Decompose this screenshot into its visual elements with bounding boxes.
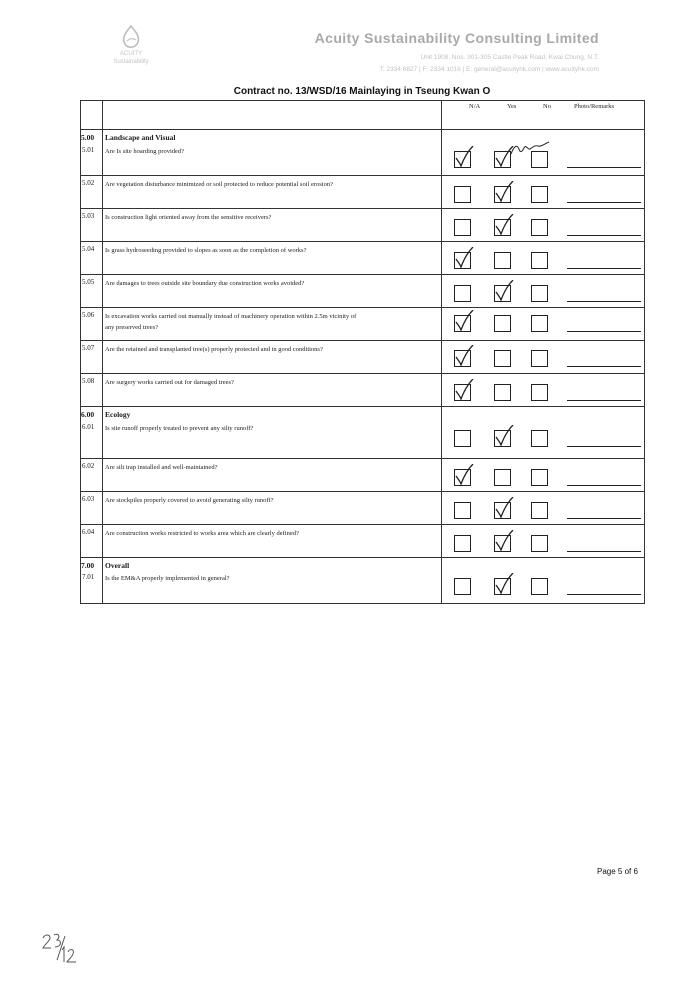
col-header-na: N/A <box>469 103 481 110</box>
checkbox-yes[interactable] <box>494 502 511 519</box>
checkbox-na[interactable] <box>454 535 471 552</box>
remarks-line[interactable] <box>567 485 641 486</box>
col-header-no: No <box>543 103 551 110</box>
item-number: 6.02 <box>81 459 103 492</box>
item-number: 5.08 <box>81 374 103 407</box>
item-answer-cell <box>442 570 645 603</box>
checklist-item-row <box>81 275 645 308</box>
item-question: Is site runoff properly treated to prevent any silty runoff? <box>105 424 254 432</box>
checkbox-no[interactable] <box>531 219 548 236</box>
item-answer-cell <box>442 275 645 308</box>
item-question-cell <box>103 176 442 209</box>
item-number: 5.02 <box>81 176 103 209</box>
checklist-item-row <box>81 374 645 407</box>
checklist-item-row <box>81 459 645 492</box>
checkbox-na[interactable] <box>454 151 471 168</box>
remarks-line[interactable] <box>567 594 641 595</box>
section-number: 7.00 <box>81 558 103 571</box>
item-question: Is construction light oriented away from the sensitive receivers? <box>105 214 272 221</box>
company-logo <box>100 24 162 76</box>
section-answer-spacer <box>442 130 645 143</box>
item-answer-cell <box>442 143 645 176</box>
remarks-line[interactable] <box>567 551 641 552</box>
logo-text-2: Sustainability <box>113 59 149 65</box>
item-answer-cell <box>442 341 645 374</box>
section-answer-spacer <box>442 558 645 571</box>
checkbox-no[interactable] <box>531 469 548 486</box>
col-header-yes: Yes <box>507 103 517 110</box>
remarks-line[interactable] <box>567 366 641 367</box>
checkbox-yes[interactable] <box>494 219 511 236</box>
remarks-line[interactable] <box>567 446 641 447</box>
item-question-cell <box>103 570 442 603</box>
checkbox-yes[interactable] <box>494 535 511 552</box>
item-question-cell <box>103 209 442 242</box>
checkbox-no[interactable] <box>531 350 548 367</box>
checkbox-yes[interactable] <box>494 350 511 367</box>
checkbox-no[interactable] <box>531 285 548 302</box>
item-question: Is the EM&A properly implemented in general? <box>105 575 230 582</box>
section-number: 6.00 <box>81 407 103 420</box>
checklist-item-row <box>81 492 645 525</box>
logo-text-1: ACUITY <box>119 51 142 57</box>
remarks-line[interactable] <box>567 400 641 401</box>
header-no-cell <box>81 101 103 130</box>
checkbox-no[interactable] <box>531 535 548 552</box>
section-row <box>81 558 645 571</box>
item-question: Is excavation works carried out manually instead of machinery operation within 2.5m vicinity of <box>105 313 357 320</box>
item-question: Are surgery works carried out for damaged trees? <box>105 379 234 386</box>
item-number: 5.05 <box>81 275 103 308</box>
checkbox-na[interactable] <box>454 578 471 595</box>
section-row <box>81 407 645 420</box>
item-number: 5.03 <box>81 209 103 242</box>
remarks-line[interactable] <box>567 301 641 302</box>
section-title: Landscape and Visual <box>103 130 442 143</box>
item-number: 6.04 <box>81 525 103 558</box>
handwritten-page-note <box>38 930 82 966</box>
section-title: Overall <box>103 558 442 571</box>
checkbox-na[interactable] <box>454 252 471 269</box>
page-number: Page 5 of 6 <box>597 867 638 876</box>
item-question-cell <box>103 341 442 374</box>
table-header-row <box>81 101 645 130</box>
company-address: Unit 1908, Nos. 301-305 Castle Peak Road, Kwai Chung, N.T. <box>420 54 599 61</box>
item-question-cell <box>103 492 442 525</box>
checkbox-yes[interactable] <box>494 315 511 332</box>
checkbox-na[interactable] <box>454 285 471 302</box>
item-question: Are Is site hoarding provided? <box>105 147 185 155</box>
section-title: Ecology <box>103 407 442 420</box>
section-row <box>81 130 645 143</box>
checkbox-na[interactable] <box>454 384 471 401</box>
remarks-line[interactable] <box>567 518 641 519</box>
company-contact: T: 2334 6827 | F: 2334 1016 | E: general@acuityhk.com | www.acuityhk.com <box>379 66 599 73</box>
remarks-line[interactable] <box>567 167 641 168</box>
checkbox-no[interactable] <box>531 384 548 401</box>
item-question: Are silt trap installed and well-maintained? <box>105 464 218 471</box>
item-question-cell <box>103 374 442 407</box>
item-question-cell <box>103 525 442 558</box>
item-answer-cell <box>442 209 645 242</box>
item-question: Are construction works restricted to works area which are clearly defined? <box>105 530 299 537</box>
checklist-item-row <box>81 143 645 176</box>
item-question-cell <box>103 308 442 341</box>
checkbox-yes[interactable] <box>494 186 511 203</box>
header-question-cell <box>103 101 442 130</box>
checklist-item-row <box>81 176 645 209</box>
item-answer-cell <box>442 420 645 459</box>
checklist-item-row <box>81 209 645 242</box>
checklist-item-row <box>81 242 645 275</box>
remarks-line[interactable] <box>567 268 641 269</box>
item-question: Are damages to trees outside site boundary due construction works avoided? <box>105 280 305 287</box>
checkbox-no[interactable] <box>531 186 548 203</box>
remarks-line[interactable] <box>567 235 641 236</box>
item-number: 5.07 <box>81 341 103 374</box>
item-question-cont: any preserved trees? <box>105 324 159 331</box>
checkbox-no[interactable] <box>531 578 548 595</box>
checkbox-yes[interactable] <box>494 469 511 486</box>
item-answer-cell <box>442 459 645 492</box>
checkbox-yes[interactable] <box>494 430 511 447</box>
item-question-cell <box>103 143 442 176</box>
checkbox-na[interactable] <box>454 430 471 447</box>
checklist-item-row <box>81 308 645 341</box>
company-name: Acuity Sustainability Consulting Limited <box>314 30 599 46</box>
checkbox-na[interactable] <box>454 315 471 332</box>
item-question: Is grass hydroseeding provided to slopes as soon as the completion of works? <box>105 247 307 254</box>
checklist-item-row <box>81 525 645 558</box>
checkbox-yes[interactable] <box>494 151 511 168</box>
item-number: 5.06 <box>81 308 103 341</box>
item-question: Are the retained and transplanted tree(s) properly protected and in good conditions? <box>105 346 323 353</box>
contract-title: Contract no. 13/WSD/16 Mainlaying in Tseung Kwan O <box>233 86 491 97</box>
item-question: Are stockpiles properly covered to avoid generating silty runoff? <box>105 497 274 504</box>
item-answer-cell <box>442 308 645 341</box>
remarks-line[interactable] <box>567 331 641 332</box>
item-question-cell <box>103 242 442 275</box>
checkbox-na[interactable] <box>454 219 471 236</box>
item-number: 6.01 <box>81 420 103 459</box>
item-number: 6.03 <box>81 492 103 525</box>
item-answer-cell <box>442 525 645 558</box>
checkbox-na[interactable] <box>454 502 471 519</box>
checkbox-yes[interactable] <box>494 578 511 595</box>
checkbox-no[interactable] <box>531 430 548 447</box>
col-header-remarks: Photo/Remarks <box>574 103 615 110</box>
header-answer-cell <box>442 101 645 130</box>
item-answer-cell <box>442 492 645 525</box>
item-answer-cell <box>442 242 645 275</box>
checkbox-yes[interactable] <box>494 384 511 401</box>
item-answer-cell <box>442 374 645 407</box>
item-number: 5.01 <box>81 143 103 176</box>
remarks-line[interactable] <box>567 202 641 203</box>
item-question-cell <box>103 459 442 492</box>
checkbox-na[interactable] <box>454 186 471 203</box>
checkbox-no[interactable] <box>531 252 548 269</box>
checklist-item-row <box>81 420 645 459</box>
checkbox-yes[interactable] <box>494 285 511 302</box>
section-answer-spacer <box>442 407 645 420</box>
checklist-table <box>80 100 645 604</box>
item-question: Are vegetation disturbance minimized or soil protected to reduce potential soil erosion? <box>105 181 333 188</box>
checkbox-na[interactable] <box>454 350 471 367</box>
checklist-item-row <box>81 341 645 374</box>
checkbox-no[interactable] <box>531 315 548 332</box>
item-answer-cell <box>442 176 645 209</box>
checkbox-na[interactable] <box>454 469 471 486</box>
checkbox-no[interactable] <box>531 502 548 519</box>
leaf-drop-icon <box>118 24 144 50</box>
item-number: 5.04 <box>81 242 103 275</box>
checkbox-no[interactable] <box>531 151 548 168</box>
item-number: 7.01 <box>81 570 103 603</box>
item-question-cell <box>103 420 442 459</box>
checkbox-yes[interactable] <box>494 252 511 269</box>
section-number: 5.00 <box>81 130 103 143</box>
checklist-item-row <box>81 570 645 603</box>
item-question-cell <box>103 275 442 308</box>
